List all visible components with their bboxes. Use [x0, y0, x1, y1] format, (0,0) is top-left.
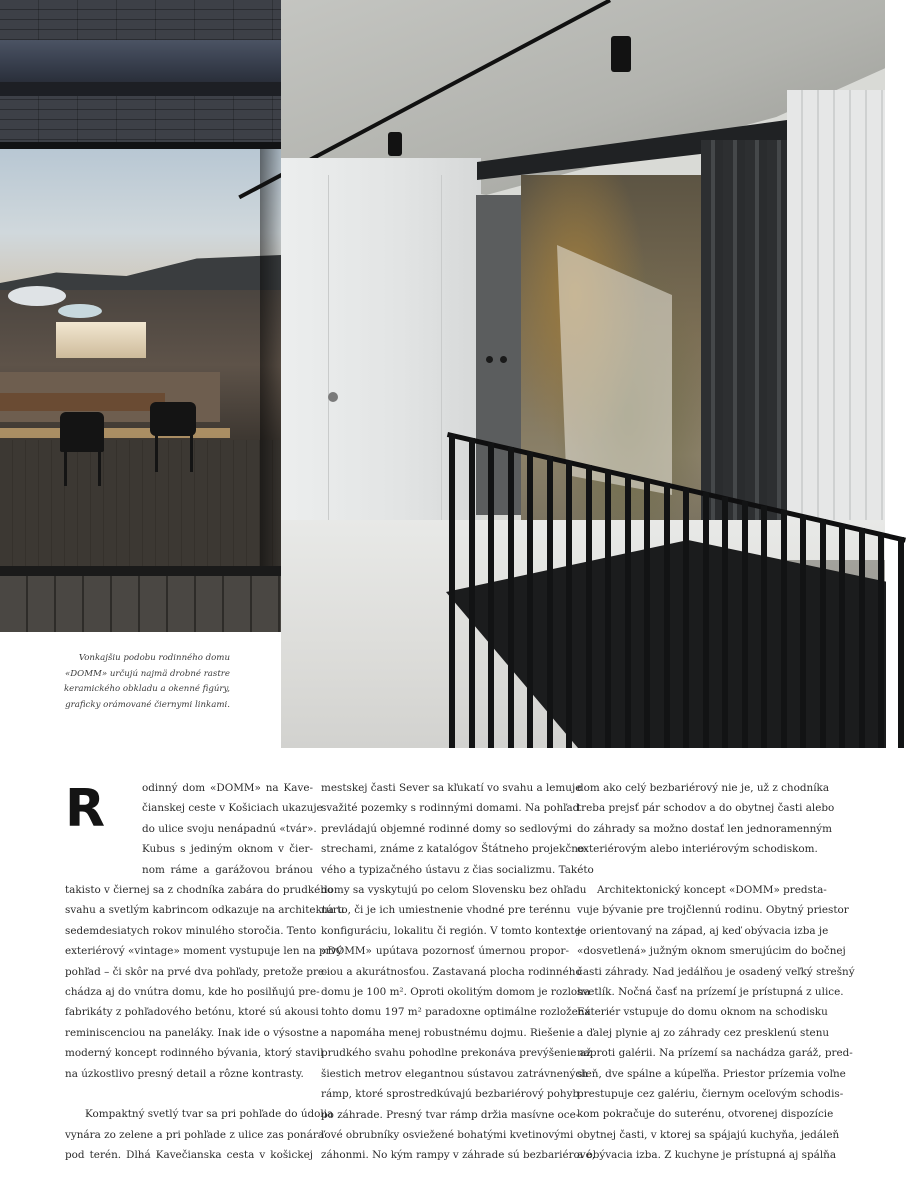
interior-photo	[281, 0, 885, 748]
text-line: rámp, ktoré sprostredkúvajú bezbariérový pohyb	[321, 1088, 580, 1101]
photo-caption	[40, 651, 230, 713]
text-line: chádza aj do vnútra domu, kde ho posilňujú pre-	[65, 986, 320, 999]
text-line: fabrikáty z pohľadového betónu, ktoré sú akousi	[65, 1006, 319, 1019]
railing-baluster	[800, 515, 806, 748]
text-line: záhonmi. No kým rampy v záhrade sú bezbariérové,	[321, 1149, 596, 1162]
facade-lintel	[0, 82, 281, 96]
railing-baluster	[878, 533, 884, 748]
text-line: sedemdesiatych rokov minulého storočia. Tento	[65, 924, 317, 937]
text-line: vynára zo zelene a pri pohľade z ulice zas ponára	[65, 1128, 324, 1141]
text-line: naproti galérii. Na prízemí sa nachádza garáž, pred-	[577, 1047, 853, 1060]
text-line: kom pokračuje do suterénu, otvorenej dispozície	[577, 1108, 834, 1121]
text-column-1	[65, 778, 345, 1166]
switch	[500, 356, 507, 363]
text-line: odinný dom «DOMM» na Kave-	[142, 782, 313, 794]
spotlight	[611, 36, 631, 72]
drop-cap: R	[65, 779, 106, 839]
text-line: treba prejsť pár schodov a do obytnej časti alebo	[577, 802, 835, 815]
railing-baluster	[644, 479, 650, 748]
railing-baluster	[898, 537, 904, 748]
pendant-lamp	[8, 286, 66, 306]
text-line: mestskej časti Sever sa kľukatí vo svahu a lemuje	[321, 782, 582, 794]
text-line: obytnej časti, v ktorej sa spájajú kuchyňa, jedáleň	[577, 1128, 840, 1141]
spotlight	[388, 132, 402, 156]
chair-leg	[190, 434, 193, 472]
text-line: prudkého svahu pohodlne prekonáva prevýšenie až	[321, 1047, 592, 1060]
text-line: a ďalej plynie aj zo záhrady cez presklenú stenu	[577, 1026, 830, 1039]
text-column-3	[577, 778, 855, 1166]
text-line: tohto domu 197 m² paradoxne optimálne rozložená	[321, 1006, 591, 1019]
text-line: pohľad – či skôr na prvé dva pohľady, pretože pre-	[65, 965, 328, 978]
railing-baluster	[761, 506, 767, 748]
railing-baluster	[859, 528, 865, 748]
text-line: do záhrady sa možno dostať len jednoramenným	[577, 822, 833, 835]
text-line: exteriérový «vintage» moment vystupuje len na prvý	[65, 945, 343, 958]
text-line: moderný koncept rodinného bývania, ktorý stavil	[65, 1047, 324, 1060]
railing-baluster	[839, 524, 845, 748]
wooden-deck	[0, 576, 281, 632]
railing-baluster	[683, 488, 689, 748]
text-line: ciou a akurátnosťou. Zastavaná plocha rodinného	[321, 965, 582, 978]
text-line: reminiscenciou na paneláky. Inak ide o výsostne	[65, 1026, 319, 1039]
text-line: šiestich metrov elegantnou sústavou zatrávnených	[321, 1067, 588, 1080]
dining-table	[0, 393, 165, 411]
railing-baluster	[469, 438, 475, 748]
chair-leg	[98, 450, 101, 486]
text-line: ľové obrubníky osviežené bohatými kvetinovými	[321, 1128, 574, 1141]
door-seam	[441, 175, 442, 565]
door-knob	[328, 392, 338, 402]
text-line: takisto v čiernej sa z chodníka zabára do prudkého	[65, 884, 334, 897]
text-line: čianskej ceste v Košiciach ukazuje	[142, 802, 323, 815]
railing-baluster	[566, 461, 572, 748]
railing-baluster	[449, 434, 455, 748]
window-sill	[0, 566, 281, 576]
text-line: domu je 100 m². Oproti okolitým domom je rozloha	[321, 986, 591, 999]
railing-baluster	[703, 492, 709, 748]
switch	[486, 356, 493, 363]
railing-baluster	[742, 501, 748, 748]
exterior-photo	[0, 0, 281, 632]
railing-baluster	[722, 497, 728, 748]
caption-line: Vonkajšiu podobu rodinného domu	[78, 653, 230, 663]
text-line: sieň, dve spálne a kúpeľňa. Priestor prízemia voľne	[577, 1067, 846, 1080]
railing-baluster	[586, 465, 592, 748]
railing-baluster	[820, 519, 826, 748]
text-line: je orientovaný na západ, aj keď obývacia izba je	[577, 924, 829, 937]
caption-line: graficky orámované čiernymi linkami.	[65, 699, 230, 710]
text-line: časti záhrady. Nad jedálňou je osadený veľký strešný	[577, 965, 855, 978]
text-line: konfiguráciu, lokalitu či región. V tomto kontexte	[321, 924, 581, 937]
text-line: vuje bývanie pre trojčlennú rodinu. Obytný priestor	[577, 904, 849, 917]
text-line: Architektonický koncept «DOMM» predsta-	[597, 884, 827, 897]
pendant-lamp	[58, 304, 102, 318]
text-line: svetlík. Nočná časť na prízemí je prístupná z ulice.	[577, 986, 844, 999]
railing-baluster	[547, 456, 553, 748]
text-line: «dosvetlená» južným oknom smerujúcim do bočnej	[577, 945, 846, 958]
text-line: Kompaktný svetlý tvar sa pri pohľade do údolia	[85, 1108, 334, 1121]
window-frame	[0, 142, 281, 149]
text-line: svahu a svetlým kabrincom odkazuje na architektúru	[65, 904, 345, 917]
glass-edge	[260, 149, 281, 569]
railing-baluster	[781, 510, 787, 748]
text-line: a napomáha menej robustnému dojmu. Riešenie	[321, 1026, 575, 1039]
text-line: dom ako celý bezbariérový nie je, už z chodníka	[577, 782, 830, 794]
text-line: prestupuje cez galériu, čiernym oceľovým schodis-	[577, 1088, 844, 1101]
chair-leg	[64, 450, 67, 486]
text-line: na úzkostlivo presný detail a rôzne kontrasty.	[65, 1067, 304, 1080]
text-line: svažité pozemky s rodinnými domami. Na pohľad	[321, 802, 580, 815]
caption-line: keramického obkladu a okenné figúry,	[63, 684, 230, 694]
caption-line: «DOMM» určujú najmä drobné rastre	[65, 668, 230, 679]
text-line: a obývacia izba. Z kuchyne je prístupná aj spálňa	[577, 1149, 837, 1162]
text-line: do ulice svoju nenápadnú «tvár».	[142, 822, 317, 835]
text-line: nom ráme a garážovou bránou	[142, 863, 313, 876]
railing-baluster	[488, 443, 494, 748]
text-line: «DOMM» upútava pozornosť úmernou propor-	[321, 945, 569, 958]
text-line: strechami, známe z katalógov Štátneho projekčno-	[321, 843, 588, 856]
text-column-2	[321, 778, 596, 1166]
text-line: pod terén. Dlhá Kavečianska cesta v košickej	[65, 1149, 313, 1162]
text-line: domy sa vyskytujú po celom Slovensku bez ohľadu	[321, 884, 587, 897]
indented-lines	[65, 778, 323, 880]
railing-baluster	[664, 483, 670, 748]
facade-band	[0, 40, 281, 82]
interior-floor	[0, 440, 281, 568]
text-line: prevládajú objemné rodinné domy so sedlovými	[321, 822, 572, 835]
dining-chair	[150, 402, 196, 436]
dark-pillar	[476, 195, 521, 515]
door-seam	[328, 175, 329, 565]
text-line: vého a typizačného ústavu z čias socializmu. Takéto	[321, 863, 594, 876]
railing-baluster	[508, 447, 514, 748]
railing-baluster	[527, 452, 533, 748]
chair-leg	[155, 434, 158, 472]
dining-chair	[60, 412, 104, 452]
text-line: Kubus s jediným oknom v čier-	[142, 843, 313, 856]
railing-baluster	[605, 470, 611, 748]
text-line: na to, či je ich umiestnenie vhodné pre terénnu	[321, 904, 571, 917]
text-line: po záhrade. Presný tvar rámp držia masívne oce-	[321, 1108, 580, 1121]
text-line: Exteriér vstupuje do domu oknom na schodisku	[577, 1006, 828, 1019]
railing-baluster	[625, 474, 631, 748]
kitchen-backlight	[56, 322, 146, 358]
text-line: exteriérovým alebo interiérovým schodiskom.	[577, 843, 818, 856]
